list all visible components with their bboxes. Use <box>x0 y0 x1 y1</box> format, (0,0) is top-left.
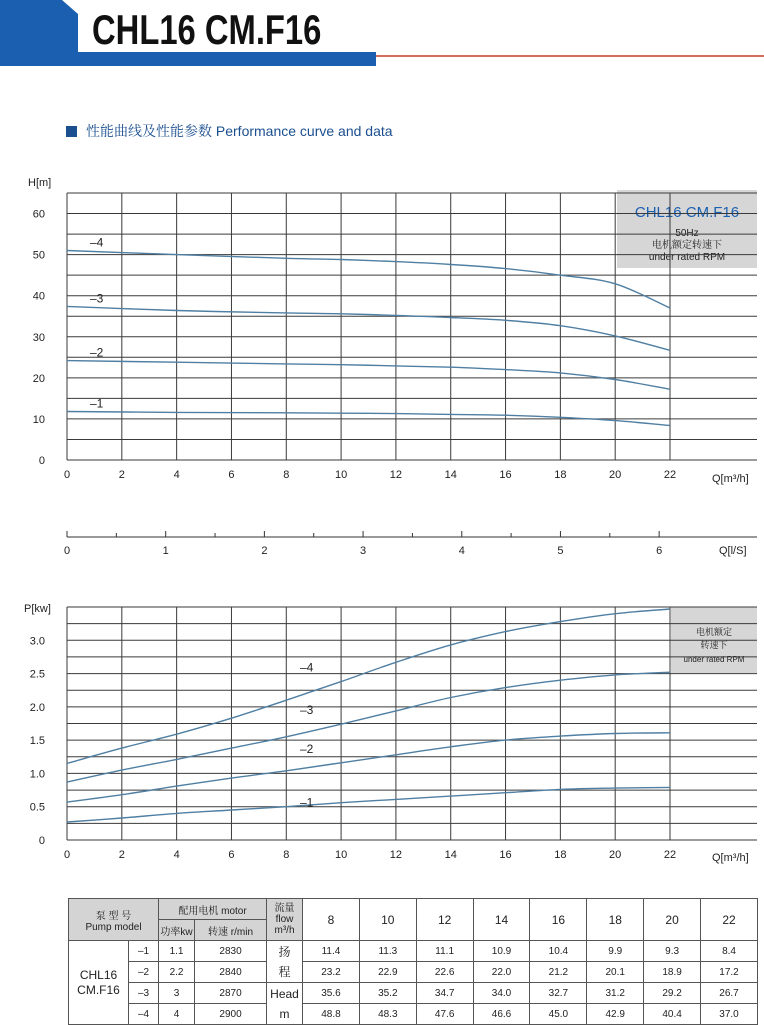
table-head-value: 34.7 <box>416 983 473 1004</box>
head-info-title: CHL16 CM.F16 <box>634 204 740 221</box>
ls-tick-label: 3 <box>360 545 367 557</box>
x-tick-label: 6 <box>228 469 235 481</box>
head-x-axis-label: Q[m³/h] <box>712 473 749 485</box>
table-power: 2.2 <box>159 962 195 983</box>
y-tick-label: 2.5 <box>29 668 45 681</box>
x-tick-label: 16 <box>499 849 512 861</box>
section-heading-text: 性能曲线及性能参数 Performance curve and data <box>86 123 393 139</box>
table-head-value: 40.4 <box>644 1004 701 1025</box>
head-curves <box>67 251 670 426</box>
table-stage: –3 <box>129 983 159 1004</box>
ls-tick-label: 5 <box>557 545 564 557</box>
ls-tick-label: 1 <box>162 545 169 557</box>
power-chart <box>24 603 757 864</box>
table-flow-cell: 20 <box>644 899 701 941</box>
table-head-value: 9.9 <box>587 941 644 962</box>
x-tick-label: 6 <box>228 849 235 861</box>
table-head-value: 9.3 <box>644 941 701 962</box>
x-tick-label: 22 <box>663 469 677 481</box>
table-speed: 2900 <box>195 1004 267 1025</box>
table-head-value: 17.2 <box>701 962 758 983</box>
table-row <box>69 962 758 983</box>
table-head-value: 10.9 <box>473 941 530 962</box>
power-y-axis-label: P[kw] <box>24 603 51 615</box>
table-head-value: 11.3 <box>359 941 416 962</box>
x-tick-label: 20 <box>609 849 622 861</box>
table-head-value: 47.6 <box>416 1004 473 1025</box>
ls-tick-label: 4 <box>458 545 465 557</box>
power-x-axis-label: Q[m³/h] <box>712 852 749 864</box>
curve-series-2 <box>67 361 670 390</box>
table-head-value: 23.2 <box>303 962 360 983</box>
x-tick-label: 0 <box>63 469 71 481</box>
table-head-value: 22.0 <box>473 962 530 983</box>
table-head-value: 34.0 <box>473 983 530 1004</box>
y-tick-label: 2.0 <box>29 701 45 714</box>
y-tick-label: 60 <box>32 208 45 221</box>
table-speed: 2870 <box>195 983 267 1004</box>
x-tick-label: 4 <box>173 849 180 861</box>
head-info-line1: 50Hz <box>675 228 699 239</box>
table-header-model-cn: 泵 型 号 <box>95 910 132 922</box>
table-head-label-en <box>267 983 303 1025</box>
table-header-flow-3: m³/h <box>274 925 295 936</box>
x-tick-label: 2 <box>118 849 125 861</box>
curve-series-3 <box>67 306 670 350</box>
table-stage: –1 <box>129 941 159 962</box>
series-label: –4 <box>300 660 314 675</box>
y-tick-label: 40 <box>32 290 45 303</box>
series-label: –2 <box>300 741 314 756</box>
power-info-line1: 电机额定 <box>695 627 733 637</box>
series-label: –3 <box>300 703 314 718</box>
y-tick-label: 0 <box>38 455 45 467</box>
table-head-value: 18.9 <box>644 962 701 983</box>
table-head-label-cn <box>267 941 303 983</box>
ls-tick-marks <box>64 531 662 557</box>
x-tick-label: 10 <box>334 469 348 481</box>
power-tick-labels <box>30 635 676 861</box>
table-speed: 2840 <box>195 962 267 983</box>
y-tick-label: 10 <box>32 413 45 426</box>
table-speed: 2830 <box>195 941 267 962</box>
table-head-value: 21.2 <box>530 962 587 983</box>
table-flow-cell: 18 <box>587 899 644 941</box>
table-head-value: 42.9 <box>587 1004 644 1025</box>
head-series-labels <box>90 236 104 411</box>
table-header-flow-2: flow <box>275 914 294 925</box>
table-model-name <box>69 941 129 1025</box>
table-head-value: 26.7 <box>701 983 758 1004</box>
table-flow-cell: 10 <box>359 899 416 941</box>
series-label: –1 <box>300 795 314 810</box>
table-power: 3 <box>159 983 195 1004</box>
x-tick-label: 14 <box>444 469 457 481</box>
table-flow-cell: 14 <box>473 899 530 941</box>
ls-tick-label: 0 <box>63 545 71 557</box>
series-label: –2 <box>90 345 104 360</box>
table-head-value: 37.0 <box>701 1004 758 1025</box>
power-grid <box>67 607 757 840</box>
table-head-value: 8.4 <box>701 941 758 962</box>
head-info-line3: under rated RPM <box>648 252 726 263</box>
table-header-power: 功率kw <box>159 920 195 941</box>
table-head-label-cn-2: 程 <box>278 964 291 979</box>
ls-tick-label: 6 <box>656 545 663 557</box>
table-flow-cell: 8 <box>303 899 360 941</box>
x-tick-label: 16 <box>499 469 512 481</box>
table-head-value: 48.8 <box>303 1004 360 1025</box>
page-title: CHL16 CM.F16 <box>92 6 322 53</box>
series-label: –3 <box>90 291 104 306</box>
x-tick-label: 18 <box>554 849 567 861</box>
power-info-line3: under rated RPM <box>683 655 745 664</box>
head-tick-labels <box>33 209 676 481</box>
y-tick-label: 3.0 <box>29 635 45 648</box>
table-power: 1.1 <box>159 941 195 962</box>
table-flow-cell: 12 <box>416 899 473 941</box>
y-tick-label: 30 <box>32 331 45 344</box>
table-row <box>69 983 758 1004</box>
head-chart <box>28 177 757 485</box>
power-series-labels <box>300 661 314 810</box>
ls-axis-label: Q[l/S] <box>719 545 747 557</box>
table-head-value: 32.7 <box>530 983 587 1004</box>
table-head-value: 20.1 <box>587 962 644 983</box>
table-stage: –2 <box>129 962 159 983</box>
x-tick-label: 12 <box>389 469 403 481</box>
table-head-value: 48.3 <box>359 1004 416 1025</box>
table-power: 4 <box>159 1004 195 1025</box>
x-tick-label: 2 <box>118 469 125 481</box>
curve-series-2 <box>67 733 670 802</box>
table-stage: –4 <box>129 1004 159 1025</box>
table-row <box>69 1004 758 1025</box>
table-header-model-en: Pump model <box>85 921 142 933</box>
y-tick-label: 0.5 <box>29 801 45 814</box>
table-head-label-cn-1: 扬 <box>278 944 291 959</box>
table-model-name-2: CM.F16 <box>77 982 120 997</box>
ls-tick-label: 2 <box>261 545 268 557</box>
table-header-flow-1: 流量 <box>274 903 295 914</box>
x-tick-label: 20 <box>609 469 622 481</box>
x-tick-label: 14 <box>444 849 457 861</box>
series-label: –4 <box>90 235 104 250</box>
performance-table <box>68 898 758 1025</box>
table-head-value: 22.9 <box>359 962 416 983</box>
head-info-line2: 电机额定转速下 <box>652 240 722 251</box>
table-header-flow <box>267 899 303 941</box>
table-head-label-en-1: Head <box>270 986 299 1001</box>
x-tick-label: 18 <box>554 469 567 481</box>
y-tick-label: 0 <box>38 835 45 847</box>
series-label: –1 <box>90 396 104 411</box>
table-header-speed: 转速 r/min <box>195 920 267 941</box>
table-model-name-1: CHL16 <box>79 967 118 982</box>
table-header-model <box>69 899 159 941</box>
table-head-value: 35.6 <box>303 983 360 1004</box>
table-head-value: 46.6 <box>473 1004 530 1025</box>
y-tick-label: 20 <box>32 372 45 385</box>
table-head-label-en-2: m <box>279 1006 290 1021</box>
x-tick-label: 0 <box>63 849 71 861</box>
curve-series-1 <box>67 787 670 822</box>
table-head-value: 10.4 <box>530 941 587 962</box>
y-tick-label: 1.5 <box>29 735 45 748</box>
table-head-value: 11.1 <box>416 941 473 962</box>
x-tick-label: 8 <box>283 469 290 481</box>
x-tick-label: 12 <box>389 849 403 861</box>
curve-series-4 <box>67 251 670 309</box>
table-header-motor: 配用电机 motor <box>159 899 267 920</box>
table-flow-cell: 16 <box>530 899 587 941</box>
y-tick-label: 50 <box>32 249 45 262</box>
head-y-axis-label: H[m] <box>28 177 52 189</box>
table-head-value: 31.2 <box>587 983 644 1004</box>
table-head-value: 22.6 <box>416 962 473 983</box>
power-info-line2: 转速下 <box>700 640 728 650</box>
table-head-value: 11.4 <box>303 941 360 962</box>
table-flow-cell: 22 <box>701 899 758 941</box>
table-head-value: 29.2 <box>644 983 701 1004</box>
x-tick-label: 10 <box>334 849 348 861</box>
curve-series-3 <box>67 672 670 782</box>
x-tick-label: 4 <box>173 469 180 481</box>
table-head-value: 35.2 <box>359 983 416 1004</box>
table-row <box>69 941 758 962</box>
y-tick-label: 1.0 <box>29 768 45 781</box>
x-tick-label: 22 <box>663 849 677 861</box>
x-tick-label: 8 <box>283 849 290 861</box>
flow-ls-axis <box>64 531 757 557</box>
table-head-value: 45.0 <box>530 1004 587 1025</box>
